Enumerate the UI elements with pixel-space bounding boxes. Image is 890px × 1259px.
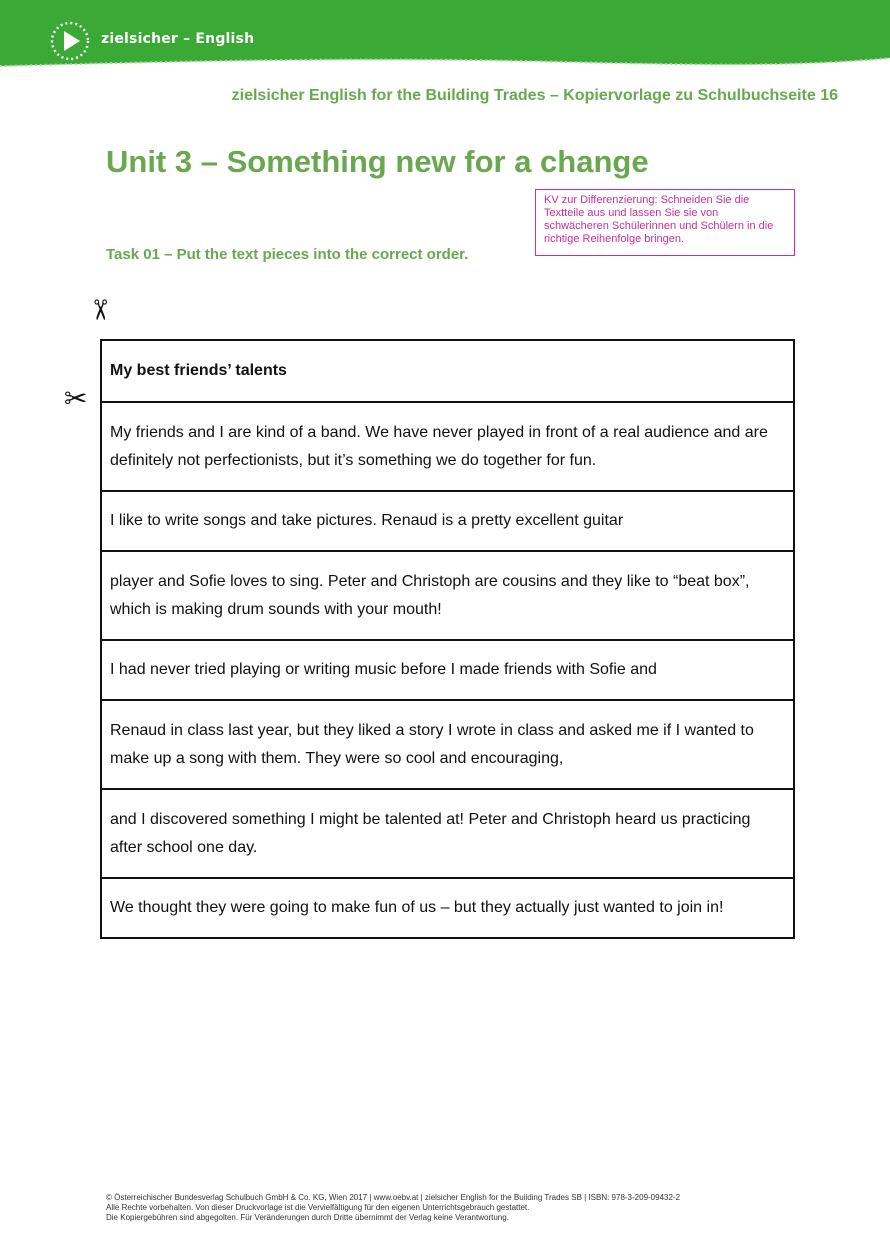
task-instruction: Task 01 – Put the text pieces into the correct order. bbox=[106, 246, 469, 263]
play-icon bbox=[48, 20, 92, 62]
table-row: My best friends’ talents bbox=[110, 362, 287, 379]
page-title: Unit 3 – Something new for a change bbox=[106, 144, 649, 179]
footer-rights: Alle Rechte vorbehalten. Von dieser Druckvorlage ist die Vervielfältigung für den eigenen Unterrichtsgebrauch gestattet. bbox=[106, 1203, 530, 1212]
footer-disclaimer: Die Kopiergebühren sind abgegolten. Für Veränderungen durch Dritte übernimmt der Verlag keine Verantwortung. bbox=[106, 1213, 509, 1222]
table-row: Renaud in class last year, but they liked a story I wrote in class and asked me if I wanted to make up a song with them. They were so cool and encouraging, bbox=[102, 699, 793, 788]
table-row: My friends and I are kind of a band. We have never played in front of a real audience and are definitely not perfectionists, but it’s something we do together for fun. bbox=[102, 401, 793, 490]
table-row: player and Sofie loves to sing. Peter and Christoph are cousins and they like to “beat box”, which is making drum sounds with your mouth! bbox=[102, 550, 793, 639]
table-row: I like to write songs and take pictures. Renaud is a pretty excellent guitar bbox=[102, 490, 793, 550]
page-subtitle: zielsicher English for the Building Trades – Kopiervorlage zu Schulbuchseite 16 bbox=[231, 87, 838, 104]
text-pieces-table bbox=[100, 339, 795, 939]
table-row: and I discovered something I might be talented at! Peter and Christoph heard us practicing after school one day. bbox=[102, 788, 793, 877]
brand-name: zielsicher – English bbox=[101, 31, 255, 47]
footer bbox=[106, 1193, 680, 1223]
teacher-note: KV zur Differenzierung: Schneiden Sie die Textteile aus und lassen Sie sie von schwächeren Schülerinnen und Schülern in die richtige Reihenfolge bringen. bbox=[535, 189, 795, 256]
table-row: We thought they were going to make fun of us – but they actually just wanted to join in! bbox=[102, 877, 793, 937]
scissors-icon: ✂ bbox=[83, 298, 117, 322]
table-row: I had never tried playing or writing music before I made friends with Sofie and bbox=[102, 639, 793, 699]
footer-copyright: © Österreichischer Bundesverlag Schulbuch GmbH & Co. KG, Wien 2017 | www.oebv.at | zielsicher English for the Building Trades SB | ISBN: 978-3-209-09432-2 bbox=[106, 1193, 681, 1202]
scissors-icon: ✂ bbox=[64, 382, 88, 415]
